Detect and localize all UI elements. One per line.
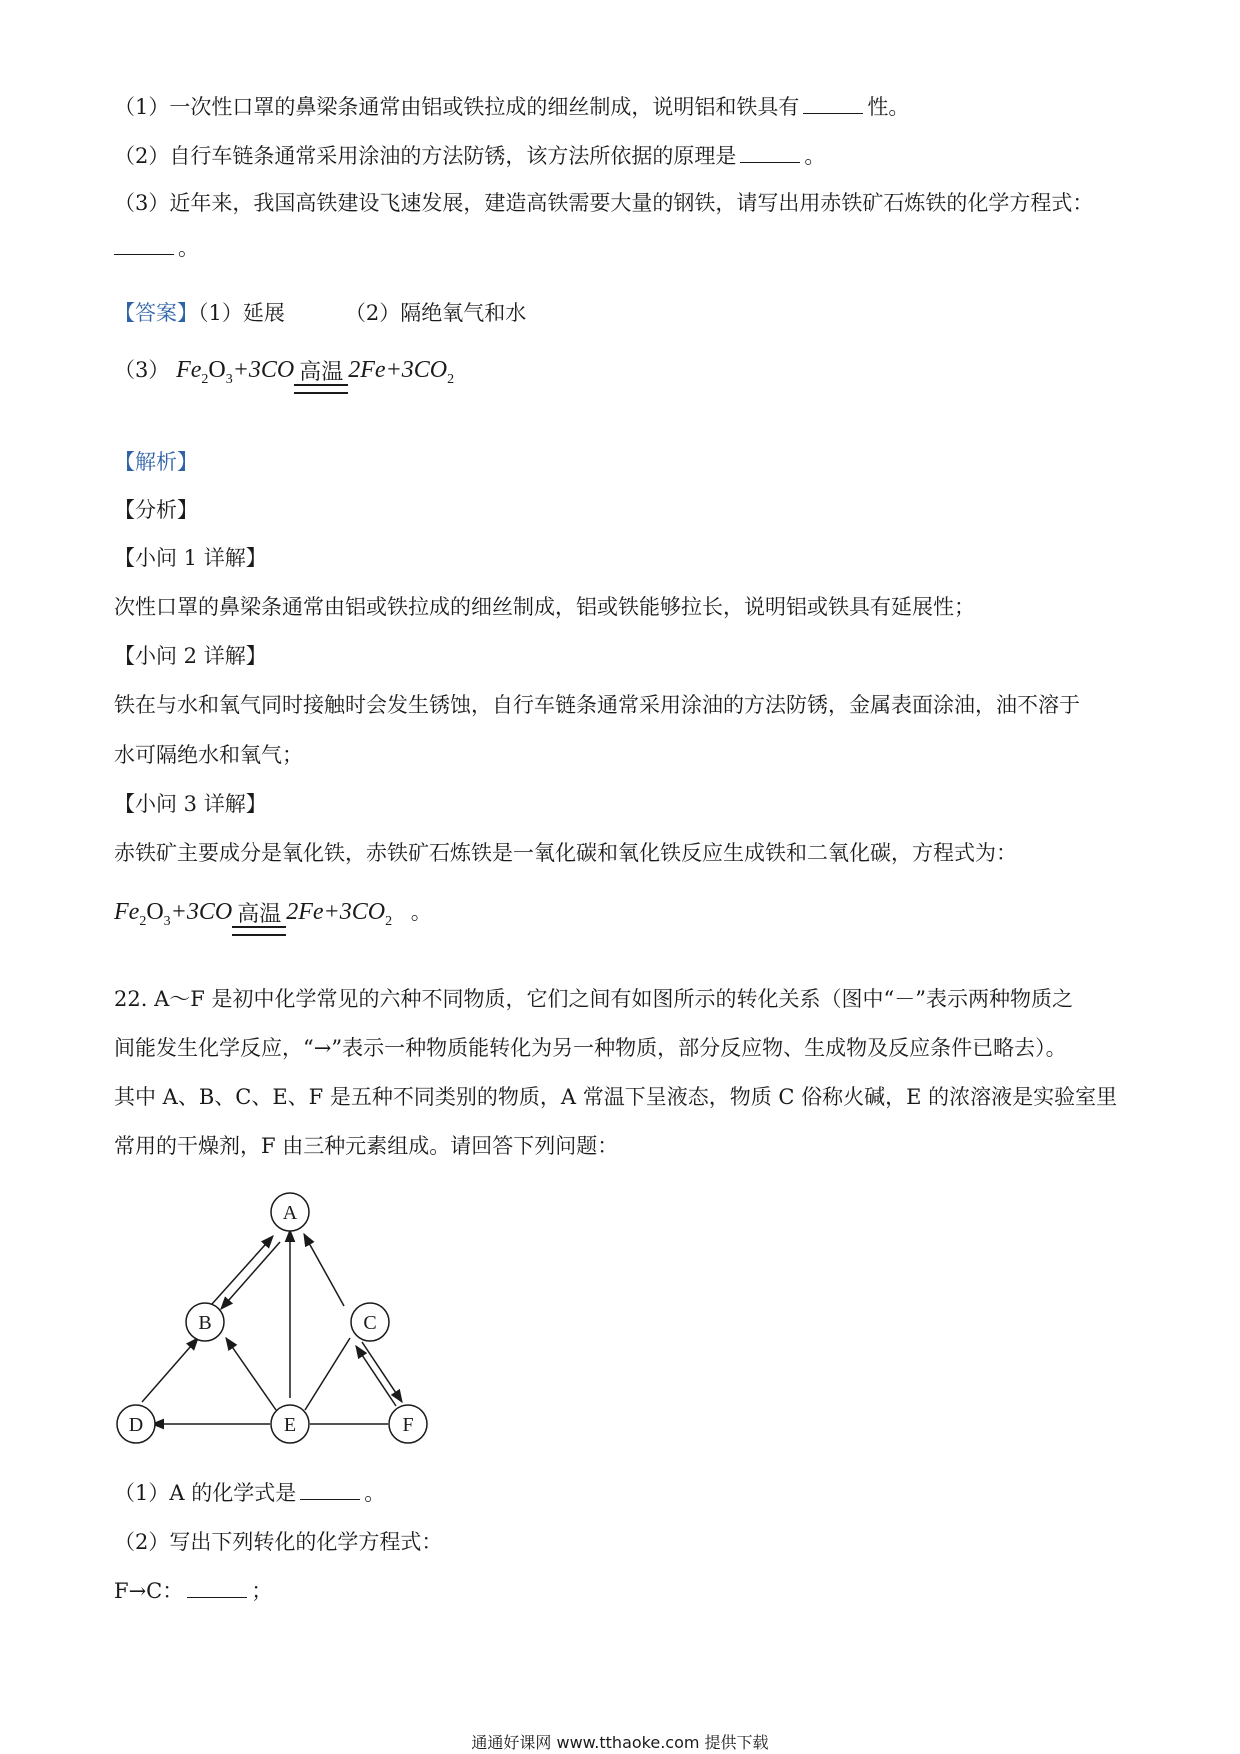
equation-1: $Fe_2O_3+3CO$ 高温 $2Fe+3CO_2$ bbox=[176, 357, 454, 383]
svg-text:D: D bbox=[128, 1414, 144, 1436]
arrow-e-to-b bbox=[226, 1338, 276, 1410]
q22-sub-3: F→C： ； bbox=[114, 1579, 273, 1603]
node-b bbox=[186, 1303, 224, 1341]
node-c bbox=[351, 1303, 389, 1341]
q21-part1: （1）一次性口罩的鼻梁条通常由铝或铁拉成的细丝制成，说明铝和铁具有 性。 bbox=[114, 95, 910, 119]
reaction-condition: 高温 bbox=[294, 362, 348, 402]
q21-part3-blank-line: 。 bbox=[114, 233, 199, 263]
arrow-c-to-f bbox=[362, 1342, 402, 1402]
arrow-d-to-b bbox=[142, 1338, 198, 1402]
node-d bbox=[117, 1405, 155, 1443]
relation-diagram bbox=[112, 1188, 492, 1448]
answer-tag: 【答案】 bbox=[114, 301, 198, 325]
sub-question-1-text: 次性口罩的鼻梁条通常由铝或铁拉成的细丝制成，铝或铁能够拉长，说明铝或铁具有延展性； bbox=[114, 595, 975, 619]
line-e-c bbox=[305, 1338, 350, 1410]
arrow-b-to-a bbox=[212, 1236, 273, 1304]
sub-question-3-heading: 【小问 3 详解】 bbox=[114, 792, 267, 816]
node-a bbox=[271, 1193, 309, 1231]
sub-question-2-text-b: 水可隔绝水和氧气； bbox=[114, 743, 303, 767]
svg-text:E: E bbox=[283, 1414, 297, 1436]
q22-line-2: 间能发生化学反应，“→”表示一种物质能转化为另一种物质，部分反应物、生成物及反应条件已略去）。 bbox=[114, 1036, 1067, 1060]
answer-1: （1）延展 bbox=[198, 301, 285, 325]
svg-text:A: A bbox=[282, 1202, 298, 1224]
answer-line bbox=[114, 298, 526, 328]
answer-blank bbox=[187, 1579, 247, 1598]
q22-line-4: 常用的干燥剂，F 由三种元素组成。请回答下列问题： bbox=[114, 1134, 619, 1158]
arrow-f-to-c bbox=[356, 1346, 396, 1406]
answer-blank bbox=[114, 236, 174, 255]
equation-2: $Fe_2O_3+3CO$ 高温 $2Fe+3CO_2$ bbox=[114, 899, 392, 925]
answer-blank bbox=[803, 95, 863, 114]
arrow-a-to-b bbox=[221, 1242, 280, 1309]
analysis-equation: $Fe_2O_3+3CO$ 高温 $2Fe+3CO_2$ 。 bbox=[114, 890, 432, 944]
q22-line-3: 其中 A、B、C、E、F 是五种不同类别的物质，A 常温下呈液态，物质 C 俗称火碱，E 的浓溶液是实验室里 bbox=[114, 1085, 1118, 1109]
q21-part3: （3）近年来，我国高铁建设飞速发展，建造高铁需要大量的钢铁，请写出用赤铁矿石炼铁的化学方程式： bbox=[114, 191, 1094, 215]
reaction-condition: 高温 bbox=[232, 904, 286, 944]
q21-part2: （2）自行车链条通常采用涂油的方法防锈，该方法所依据的原理是 。 bbox=[114, 144, 826, 168]
analysis-tag: 【解析】 bbox=[114, 450, 198, 474]
q22-sub-2: （2）写出下列转化的化学方程式： bbox=[114, 1530, 443, 1554]
analysis-fenxi: 【分析】 bbox=[114, 498, 198, 522]
q22-line-1: 22. A～F 是初中化学常见的六种不同物质，它们之间有如图所示的转化关系（图中“－”表示两种物质之 bbox=[114, 987, 1073, 1011]
answer-3: （3） $Fe_2O_3+3CO$ 高温 $2Fe+3CO_2$ bbox=[114, 348, 454, 402]
svg-text:B: B bbox=[198, 1312, 212, 1334]
q22-sub-1: （1）A 的化学式是 。 bbox=[114, 1481, 386, 1505]
sub-question-3-text: 赤铁矿主要成分是氧化铁，赤铁矿石炼铁是一氧化碳和氧化铁反应生成铁和二氧化碳，方程式为： bbox=[114, 841, 1017, 865]
answer-blank bbox=[300, 1481, 360, 1500]
node-f bbox=[389, 1405, 427, 1443]
arrow-c-to-a bbox=[304, 1234, 344, 1306]
sub-question-1-heading: 【小问 1 详解】 bbox=[114, 546, 267, 570]
sub-question-2-text-a: 铁在与水和氧气同时接触时会发生锈蚀，自行车链条通常采用涂油的方法防锈，金属表面涂油，油不溶于 bbox=[114, 693, 1080, 717]
svg-text:F: F bbox=[402, 1414, 414, 1436]
answer-blank bbox=[740, 144, 800, 163]
answer-2: （2）隔绝氧气和水 bbox=[344, 301, 527, 325]
sub-question-2-heading: 【小问 2 详解】 bbox=[114, 644, 267, 668]
node-e bbox=[271, 1405, 309, 1443]
page-footer: 通通好课网 www.tthaoke.com 提供下载 bbox=[471, 1733, 769, 1752]
svg-text:C: C bbox=[363, 1312, 377, 1334]
